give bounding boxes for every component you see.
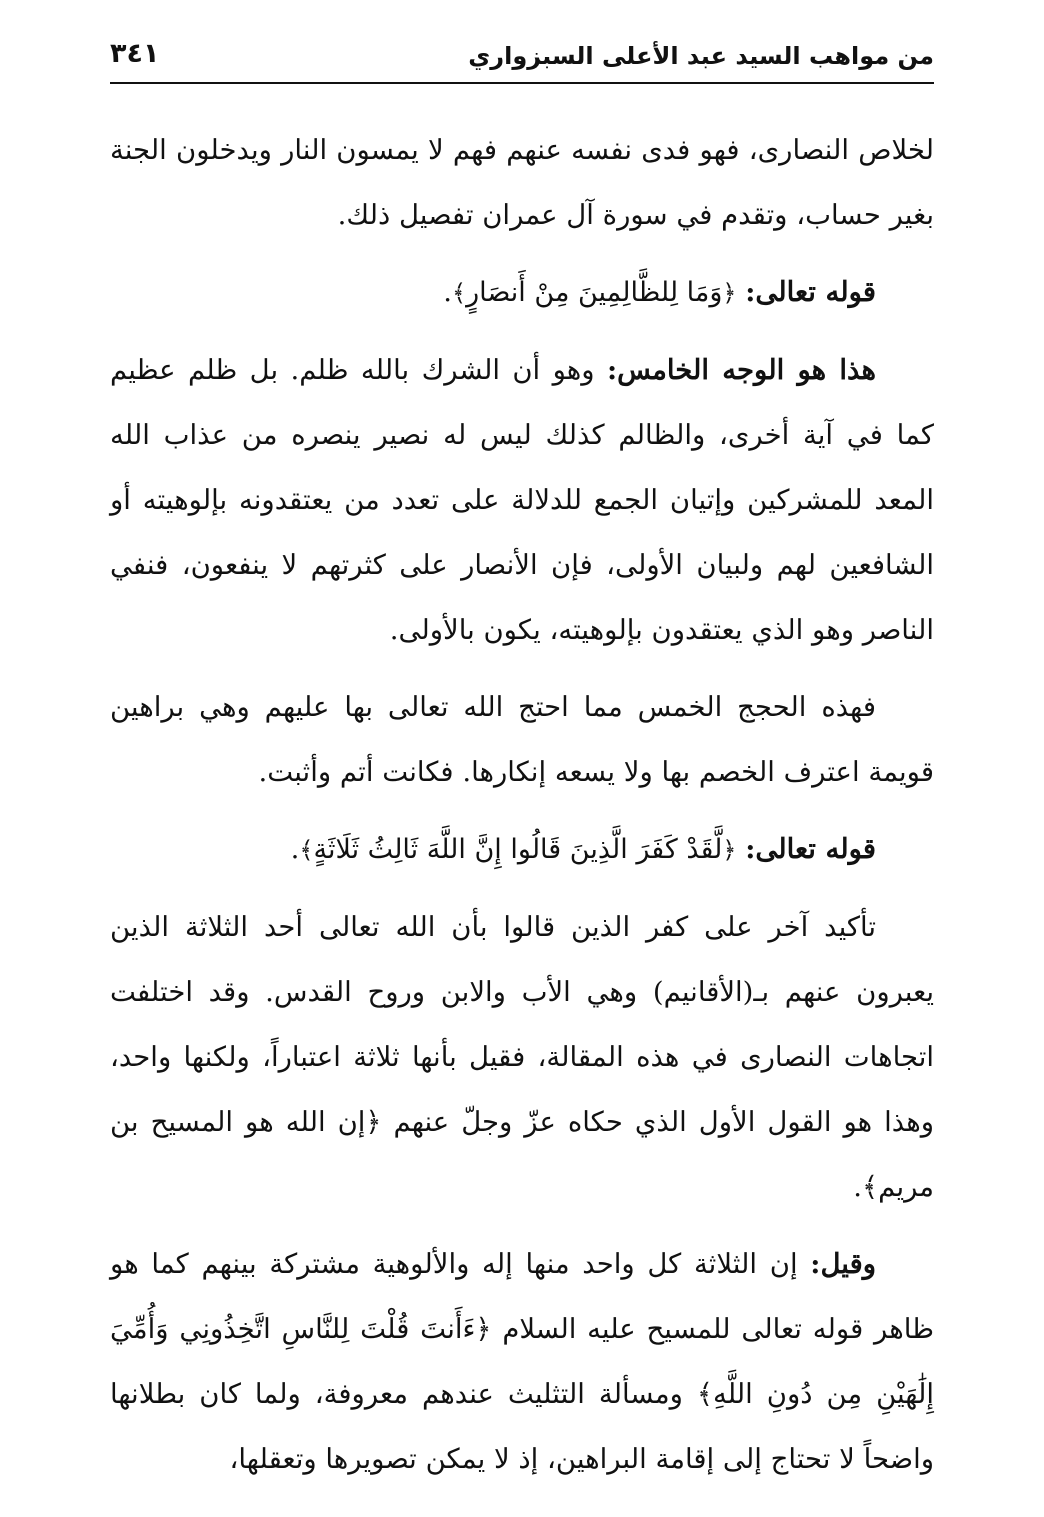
paragraph-text: لخلاص النصارى، فهو فدى نفسه عنهم فهم لا يمسون النار ويدخلون الجنة بغير حساب، وتقدم في سورة آل عمران تفصيل ذلك. (110, 134, 934, 231)
running-header (110, 36, 934, 84)
paragraph-1 (110, 118, 934, 248)
quran-verse: لَّقَدْ كَفَرَ الَّذِينَ قَالُوا إِنَّ اللَّهَ ثَالِثُ ثَلَاثَةٍ (313, 834, 723, 865)
paragraph-3 (110, 338, 934, 663)
paragraph-text: فهذه الحجج الخمس مما احتج الله تعالى بها عليهم وهي براهين قويمة اعترف الخصم بها ولا يسعه إنكارها. فكانت أتم وأثبت. (110, 691, 934, 788)
body-text (110, 118, 934, 1504)
paragraph-6 (110, 895, 934, 1220)
paragraph-lead: هذا هو الوجه الخامس: (606, 354, 876, 386)
paragraph-lead: وقيل: (810, 1248, 876, 1280)
verse-open-bracket: ﴿ (722, 836, 737, 864)
verse-heading-2 (110, 817, 934, 883)
verse-open-bracket: ﴿ (722, 279, 737, 307)
paragraph-4 (110, 675, 934, 805)
verse-tail: . (443, 276, 453, 308)
verse-lead: قوله تعالى: (745, 276, 876, 308)
page-number: ٣٤١ (110, 38, 160, 69)
verse-close-bracket: ﴾ (299, 836, 314, 864)
quran-verse: وَمَا لِلظَّالِمِينَ مِنْ أَنصَارٍ (466, 277, 723, 308)
header-title: من مواهب السيد عبد الأعلى السبزواري (468, 42, 934, 70)
verse-close-bracket: ﴾ (452, 279, 467, 307)
paragraph-7 (110, 1232, 934, 1492)
verse-heading-1 (110, 260, 934, 326)
paragraph-text: إن الثلاثة كل واحد منها إله والألوهية مشتركة بينهم كما هو ظاهر قوله تعالى للمسيح عليه السلام ﴿ءَأَنتَ قُلْتَ لِلنَّاسِ اتَّخِذُونِي وَأُمِّيَ إِلَٰهَيْنِ مِن دُونِ اللَّهِ﴾ ومسألة التثليث عندهم معروفة، ولما كان بطلانها واضحاً لا تحتاج إلى إقامة البراهين، إذ لا يمكن تصويرها وتعقلها، (110, 1248, 934, 1475)
paragraph-text: تأكيد آخر على كفر الذين قالوا بأن الله تعالى أحد الثلاثة الذين يعبرون عنهم بـ(الأقانيم) وهي الأب والابن وروح القدس. وقد اختلفت اتجاهات النصارى في هذه المقالة، فقيل بأنها ثلاثة اعتباراً، ولكنها واحد، وهذا هو القول الأول الذي حكاه عزّ وجلّ عنهم ﴿إن الله هو المسيح بن مريم﴾. (110, 911, 934, 1203)
paragraph-text: وهو أن الشرك بالله ظلم. بل ظلم عظيم كما في آية أخرى، والظالم كذلك ليس له نصير ينصره من عذاب الله المعد للمشركين وإتيان الجمع للدلالة على تعدد من يعتقدونه بإلوهيته أو الشافعين لهم ولبيان الأولى، فإن الأنصار على كثرتهم لا ينفعون، فنفي الناصر وهو الذي يعتقدون بإلوهيته، يكون بالأولى. (110, 354, 934, 646)
verse-lead: قوله تعالى: (745, 833, 876, 865)
verse-tail: . (290, 833, 300, 865)
